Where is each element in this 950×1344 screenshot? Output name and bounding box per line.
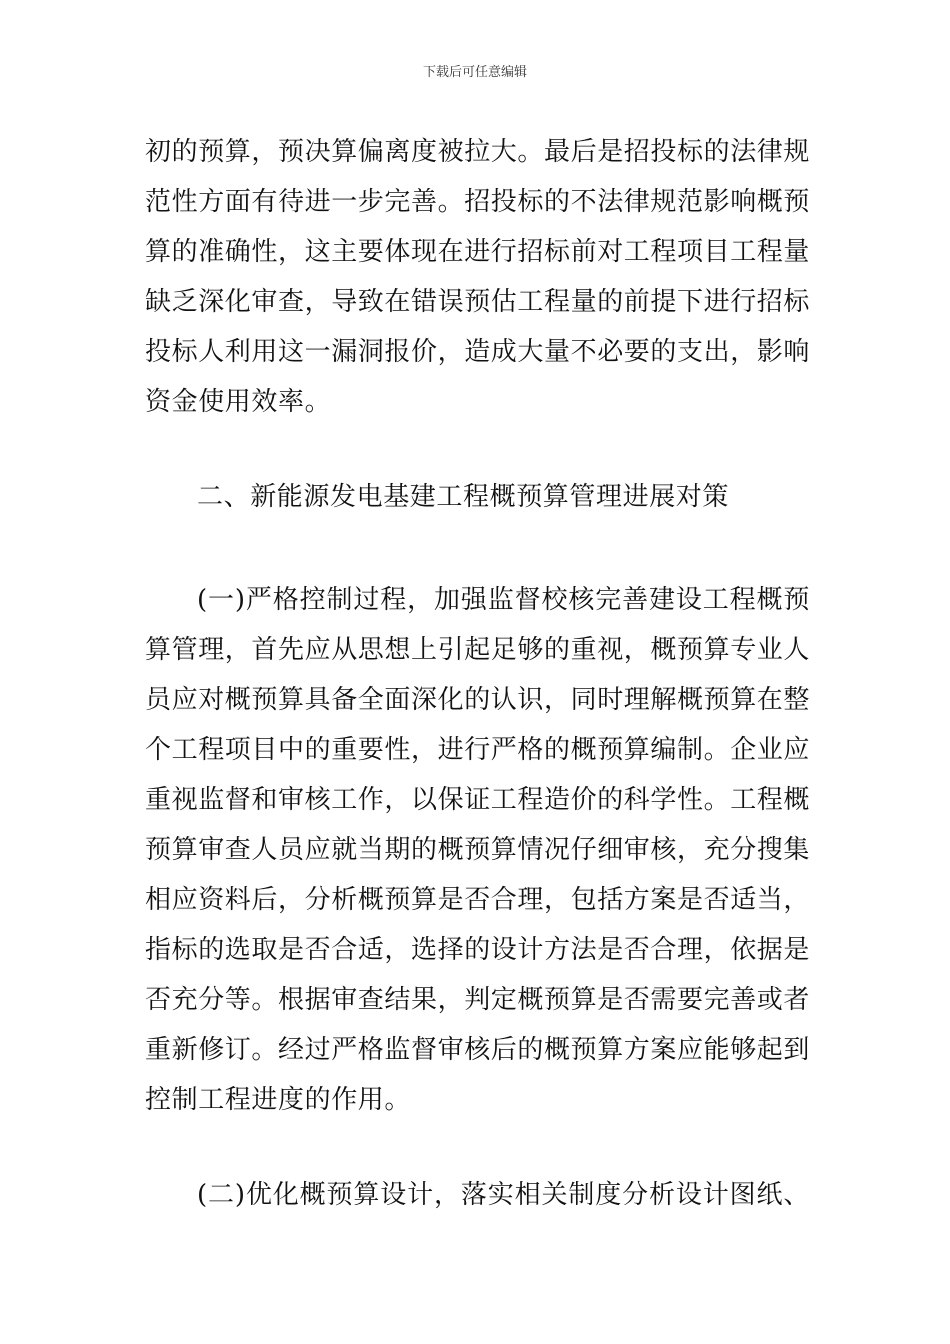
paragraph-budget-deviation [145, 127, 810, 427]
text-line: 重视监督和审核工作，以保证工程造价的科学性。工程概 [145, 785, 811, 815]
page-header: 下载后可任意编辑 [422, 65, 527, 80]
text-line: 范性方面有待进一步完善。招投标的不法律规范影响概预 [145, 187, 811, 217]
text-line: 控制工程进度的作用。 [145, 1085, 412, 1115]
section-heading [145, 472, 810, 522]
text-line: 缺乏深化审查，导致在错误预估工程量的前提下进行招标 [145, 287, 811, 317]
text-line: 算管理，首先应从思想上引起足够的重视，概预算专业人 [145, 635, 811, 665]
text-line: 指标的选取是否合适，选择的设计方法是否合理，依据是 [145, 935, 811, 965]
text-line: (一)严格控制过程，加强监督校核完善建设工程概预 [197, 585, 810, 615]
paragraph-optimize-design [145, 1170, 810, 1220]
text-line: 否充分等。根据审查结果，判定概预算是否需要完善或者 [145, 985, 811, 1015]
text-line: 初的预算，预决算偏离度被拉大。最后是招投标的法律规 [145, 137, 811, 167]
text-line: 相应资料后，分析概预算是否合理，包括方案是否适当， [145, 885, 811, 915]
text-line: 个工程项目中的重要性，进行严格的概预算编制。企业应 [145, 735, 811, 765]
text-line: (二)优化概预算设计，落实相关制度分析设计图纸、 [197, 1180, 810, 1210]
paragraph-strict-control [145, 575, 810, 1125]
heading-text: 二、新能源发电基建工程概预算管理进展对策 [197, 482, 730, 512]
text-line: 资金使用效率。 [145, 387, 332, 417]
text-line: 员应对概预算具备全面深化的认识，同时理解概预算在整 [145, 685, 811, 715]
text-line: 投标人利用这一漏洞报价，造成大量不必要的支出，影响 [145, 337, 811, 367]
text-line: 算的准确性，这主要体现在进行招标前对工程项目工程量 [145, 237, 811, 267]
text-line: 重新修订。经过严格监督审核后的概预算方案应能够起到 [145, 1035, 811, 1065]
text-line: 预算审查人员应就当期的概预算情况仔细审核，充分搜集 [145, 835, 811, 865]
